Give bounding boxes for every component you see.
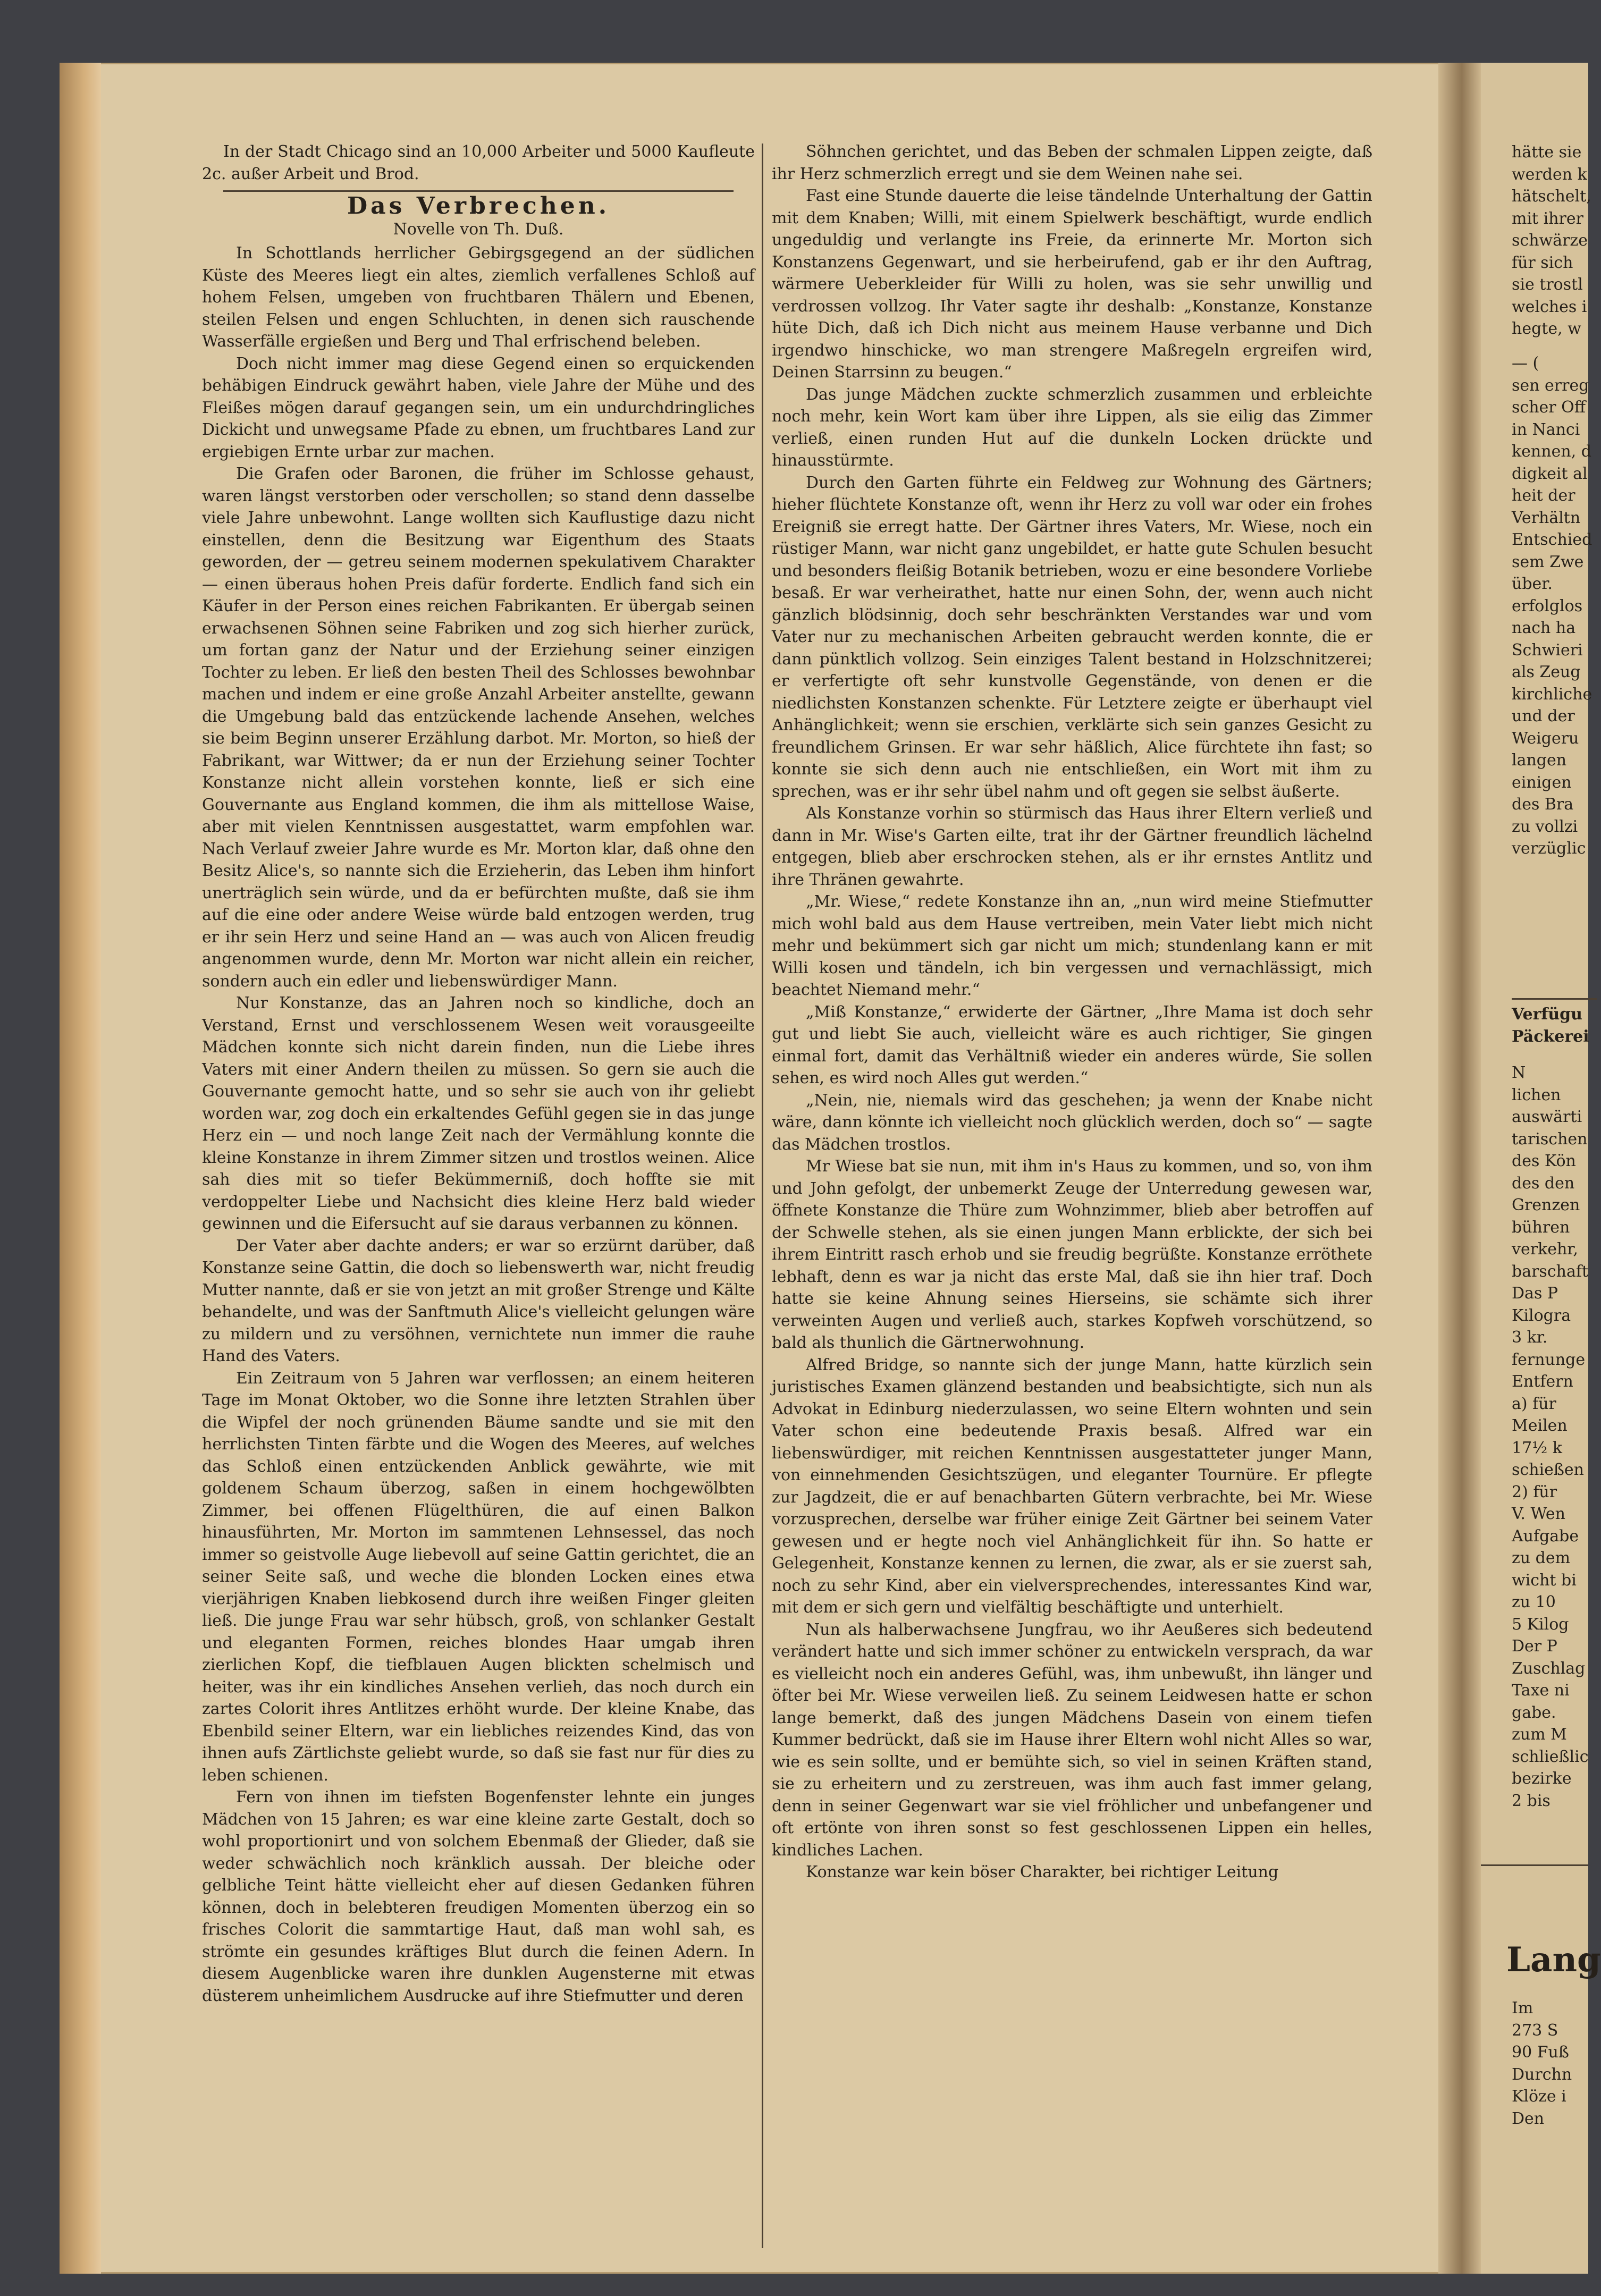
edge-text-line: des Kön <box>1512 1152 1576 1170</box>
edge-text-line: Weigeru <box>1512 729 1579 748</box>
column-divider <box>762 144 763 2248</box>
edge-text-line: erfolglos <box>1512 596 1583 615</box>
column-middle <box>772 141 1372 2256</box>
edge-text-line: und der <box>1512 707 1575 725</box>
edge-text-line: lichen <box>1512 1085 1561 1104</box>
edge-text-line: heit der <box>1512 486 1575 505</box>
edge-text-line: 273 S <box>1512 2021 1558 2040</box>
edge-block-low <box>1512 1062 1589 1812</box>
edge-text-line: Aufgabe <box>1512 1526 1579 1546</box>
edge-text-line: bezirke <box>1512 1769 1572 1788</box>
edge-text-line: sen erreg <box>1512 376 1589 395</box>
notice-rule <box>223 190 734 192</box>
paragraph: Alfred Bridge, so nannte sich der junge Mann, hatte kürzlich sein juristisches Examen glänzend bestanden und beabsichtigte, sich nun als Advokat in Edinburg niederzulassen, wo seine Eltern wohnten und sein Vater schon eine bedeutende Praxis besaß. Alfred war ein liebenswürdiger, mit reichen Kenntnissen ausgestatteter junger Mann, von einnehmenden Gesichtszügen, und eleganter Tournüre. Er pflegte zur Jagdzeit, die er auf benachbarten Gütern verbrachte, bei Mr. Wiese vorzusprechen, derselbe war früher einige Zeit Gärtner bei seinem Vater gewesen und er hegte noch viel Anhänglichkeit für ihn. So hatte er Gelegenheit, Konstanze kennen zu lernen, die zwar, als er sie zuerst sah, noch zu sehr Kind, aber ein vielversprechendes, interessantes Kind war, mit dem er sich gern und vielfältig beschäftigte und unterhielt. <box>772 1355 1372 1617</box>
edge-text-line: N <box>1512 1063 1526 1082</box>
edge-block-end <box>1512 1997 1572 2130</box>
edge-text-line: 17½ k <box>1512 1438 1562 1457</box>
edge-block-top <box>1512 141 1591 340</box>
edge-text-line: barschaft <box>1512 1262 1588 1281</box>
edge-text-line: langen <box>1512 751 1567 770</box>
edge-text-line: mit ihrer <box>1512 209 1583 228</box>
column-left-body <box>202 242 755 2007</box>
edge-text-line: 3 kr. <box>1512 1328 1548 1347</box>
edge-text-line: 2) für <box>1512 1482 1557 1501</box>
edge-text-line: Entfern <box>1512 1372 1573 1391</box>
edge-text-line: Der P <box>1512 1637 1557 1656</box>
edge-text-line: Im <box>1512 1999 1533 2018</box>
edge-text-line: verkehr, <box>1512 1240 1578 1259</box>
paragraph: Doch nicht immer mag diese Gegend einen so erquickenden behäbigen Eindruck gewährt haben, viele Jahre der Mühe und des Fleißes mögen darauf gegangen sein, um ein undurchdringliches Dickicht und unwegsame Pfade zu ebnen, um fruchtbares Land zur ergiebigen Ernte urbar zur machen. <box>202 354 755 461</box>
edge-block-heading <box>1512 1003 1589 1048</box>
page-gutter <box>1438 63 1481 2274</box>
edge-text-line: des den <box>1512 1174 1575 1193</box>
edge-text-line: zu dem <box>1512 1549 1571 1567</box>
paragraph: Fast eine Stunde dauerte die leise tändelnde Unterhaltung der Gattin mit dem Knaben; Willi, mit einem Spielwerk beschäftigt, wurde endlich ungeduldig und verlangte ins Freie, da erinnerte Mr. Morton sich Konstanzens Gegenwart, und sie herbeirufend, gab er ihr den Auftrag, wärmere Ueberkleider für Willi zu holen, was sie sehr unwillig und verdrossen vollzog. Ihr Vater sagte ihr deshalb: „Konstanze, Konstanze hüte Dich, daß ich Dich nicht aus meinem Hause verbanne und Dich irgendwo hinschicke, wo man strengere Maßregeln ergreifen wird, Deinen Starrsinn zu beugen.“ <box>772 187 1372 382</box>
edge-big-heading: Lang <box>1506 1940 1601 1980</box>
edge-text-line: Taxe ni <box>1512 1681 1570 1700</box>
paragraph: Konstanze war kein böser Charakter, bei richtiger Leitung <box>806 1863 1279 1881</box>
paragraph: Der Vater aber dachte anders; er war so erzürnt darüber, daß Konstanze seine Gattin, die doch so liebenswerth war, nicht freudig Mutter nannte, daß er sie von jetzt an mit großer Strenge und Kälte behandelte, und was der Sanftmuth Alice's vielleicht gelungen wäre zu mildern und zu versöhnen, vernichtete nun immer die rauhe Hand des Vaters. <box>202 1236 755 1365</box>
edge-text-line: einigen <box>1512 773 1572 792</box>
book-binding-edge <box>60 63 101 2274</box>
edge-text-line: Päckerei <box>1512 1027 1589 1046</box>
paragraph: Als Konstanze vorhin so stürmisch das Haus ihrer Eltern verließ und dann in Mr. Wise's Garten eilte, trat ihr der Gärtner freundlich lächelnd entgegen, blieb aber erschrocken stehen, als er ihr ernstes Antlitz und ihre Thränen gewahrte. <box>772 804 1372 889</box>
edge-text-line: werden k <box>1512 165 1587 184</box>
edge-heading-rule <box>1512 998 1597 1000</box>
edge-text-line: in Nanci <box>1512 420 1580 439</box>
edge-section-rule <box>1481 1864 1588 1866</box>
paragraph: Fern von ihnen im tiefsten Bogenfenster lehnte ein junges Mädchen von 15 Jahren; es war eine kleine zarte Gestalt, doch so wohl proportionirt und von solchem Ebenmaß der Glieder, daß sie weder schwächlich noch kränklich aussah. Der bleiche oder gelbliche Teint hätte vielleicht eher auf diesen Gedanken führen können, doch in belebteren freudigen Momenten überzog ein so frisches Colorit die sammtartige Haut, daß man wohl sah, es strömte ein gesundes kräftiges Blut durch die feinen Adern. In diesem Augenblicke waren ihre dunklen Augensterne mit etwas düsterem unheimlichem Ausdrucke auf ihre Stiefmutter und deren <box>202 1788 755 2005</box>
edge-text-line: V. Wen <box>1512 1505 1565 1523</box>
edge-text-line: schießen <box>1512 1461 1584 1479</box>
edge-text-line: Durchn <box>1512 2065 1572 2084</box>
paragraph: Ein Zeitraum von 5 Jahren war verflossen; an einem heiteren Tage im Monat Oktober, wo die Sonne ihre letzten Strahlen über die Wipfel der noch grünenden Bäume sandte und sie mit den herrlichsten Tinten färbte und die Wogen des Meeres, auf welches das Schloß einen entzückenden Anblick gewährte, wie mit goldenem Schaum überzog, saßen in einem hochgewölbten Zimmer, bei offenen Flügelthüren, die auf einen Balkon hinausführten, Mr. Morton im sammtenen Lehnsessel, das noch immer so geistvolle Auge liebevoll auf seine Gattin gerichtet, die an seiner Seite saß, und weche die blonden Locken eines etwa vierjährigen Knaben liebkosend durch ihre weißen Finger gleiten ließ. Die junge Frau war sehr hübsch, groß, von schlanker Gestalt und eleganten Formen, reiches blondes Haar umgab ihren zierlichen Kopf, die tiefblauen Augen blickten schelmisch und heiter, was ihr ein kindliches Ansehen verlieh, das noch durch ein zartes Colorit ihres Antlitzes erhöht wurde. Der kleine Knabe, das Ebenbild seiner Eltern, war ein liebliches reizendes Kind, das von ihnen aufs Zärtlichste geliebt wurde, so daß sie fast nur für dies zu leben schienen. <box>202 1369 755 1785</box>
edge-text-line: gabe. <box>1512 1703 1556 1722</box>
edge-text-line: 2 bis <box>1512 1791 1551 1810</box>
story-title: Das Verbrechen. <box>347 192 610 220</box>
paragraph: Durch den Garten führte ein Feldweg zur Wohnung des Gärtners; hieher flüchtete Konstanze oft, wenn ihr Herz zu voll war oder ein frohes Ereigniß sie erregt hatte. Der Gärtner ihres Vaters, Mr. Wiese, noch ein rüstiger Mann, war nicht ganz ungebildet, er hatte gute Schulen besucht und besonders fleißig Botanik betrieben, wozu er eine besondere Vorliebe besaß. Er war verheirathet, hatte nur einen Sohn, der, wenn auch nicht gänzlich blödsinnig, doch sehr beschränkten Verstandes war und vom Vater nur zu mechanischen Arbeiten gebraucht werden konnte, die er dann pünktlich vollzog. Sein einziges Talent bestand in Holzschnitzerei; er verfertigte oft sehr kunstvolle Gegenstände, von denen er die niedlichsten Konstanzen schenkte. Für Letztere zeigte er überhaupt viel Anhänglichkeit; wenn sie erschien, verklärte sich sein ganzes Gesicht zu freundlichem Grinsen. Er war sehr häßlich, Alice fürchtete ihn fast; so konnte sie sich denn auch nie entschließen, ein Wort mit ihm zu sprechen, was er ihr sehr übel nahm und oft gegen sie selbst äußerte. <box>772 473 1372 801</box>
edge-text-line: digkeit al <box>1512 464 1588 483</box>
edge-block-mid <box>1512 352 1592 860</box>
edge-text-line: bühren <box>1512 1218 1570 1237</box>
paragraph: „Miß Konstanze,“ erwiderte der Gärtner, „Ihre Mama ist doch sehr gut und liebt Sie auch, vielleicht wäre es auch richtiger, Sie gingen einmal fort, damit das Verhältniß wieder ein anderes würde, Sie sollen sehen, es wird noch Alles gut werden.“ <box>772 1002 1372 1087</box>
notice-text: In der Stadt Chicago sind an 10,000 Arbeiter und 5000 Kaufleute 2c. außer Arbeit und Brod. <box>202 142 755 183</box>
edge-text-line: Schwieri <box>1512 640 1583 660</box>
edge-text-line: a) für <box>1512 1394 1556 1413</box>
edge-text-line: welches i <box>1512 297 1587 316</box>
edge-text-line: für sich <box>1512 253 1573 272</box>
edge-text-line: nach ha <box>1512 619 1576 637</box>
adjacent-page-edge <box>1481 63 1601 2274</box>
edge-text-line: hätte sie <box>1512 143 1582 162</box>
edge-text-line: scher Off <box>1512 398 1586 417</box>
edge-text-line: Zuschlag <box>1512 1659 1586 1678</box>
edge-text-line: Klöze i <box>1512 2087 1566 2106</box>
edge-text-line: Entschied <box>1512 530 1592 549</box>
edge-text-line: schließlic <box>1512 1747 1589 1766</box>
edge-text-line: sie trostl <box>1512 275 1583 294</box>
edge-text-line: 5 Kilog <box>1512 1615 1569 1634</box>
edge-text-line: über. <box>1512 575 1553 593</box>
edge-text-line: Verhältn <box>1512 508 1581 527</box>
edge-text-line: hegte, w <box>1512 319 1581 338</box>
paragraph: „Mr. Wiese,“ redete Konstanze ihn an, „nun wird meine Stiefmutter mich wohl bald aus dem Hause vertreiben, mein Vater liebt mich nicht mehr und bekümmert sich gar nicht um mich; stundenlang kann er mit Willi kosen und tändeln, ich bin vergessen und vernachlässigt, mich beachtet Niemand mehr.“ <box>772 892 1372 999</box>
edge-text-line: — ( <box>1512 354 1539 373</box>
paragraph: Mr Wiese bat sie nun, mit ihm in's Haus zu kommen, und so, von ihm und John gefolgt, der unbemerkt Zeuge der Unterredung gewesen war, öffnete Konstanze die Thüre zum Wohnzimmer, blieb aber betroffen auf der Schwelle stehen, als sie einen jungen Mann erblickte, der sich bei ihrem Eintritt rasch erhob und sie freudig begrüßte. Konstanze erröthete lebhaft, denn es war ja nicht das erste Mal, daß sie ihn hier traf. Doch hatte sie keine Ahnung seines Hierseins, sie schämte sich ihrer verweinten Augen und verließ auch, starkes Kopfweh vorschützend, so bald als thunlich die Gärtnerwohnung. <box>772 1157 1372 1352</box>
edge-text-line: kirchliche <box>1512 685 1592 704</box>
edge-text-line: verzüglic <box>1512 839 1586 858</box>
edge-text-line: hätschelt, <box>1512 187 1591 206</box>
paragraph: Die Grafen oder Baronen, die früher im Schlosse gehaust, waren längst verstorben oder verschollen; so stand denn dasselbe viele Jahre unbewohnt. Lange wollten sich Kauflustige dazu nicht einstellen, denn die Besitzung war Eigenthum des Staats geworden, der — getreu seinem modernen spekulativem Charakter — einen überaus hohen Preis dafür forderte. Endlich fand sich ein Käufer in der Person eines reichen Fabrikanten. Er übergab seinen erwachsenen Söhnen seine Fabriken und zog sich hierher zurück, um fortan ganz der Natur und der Erziehung seiner einzigen Tochter zu leben. Er ließ den besten Theil des Schlosses bewohnbar machen und indem er eine große Anzahl Arbeiter anstellte, gewann die Umgebung bald das entzückende lachende Ansehen, welches sie beim Beginn unserer Erzählung darbot. Mr. Morton, so hieß der Fabrikant, war Wittwer; da er nun der Erziehung seiner Tochter Konstanze nicht allein vorstehen konnte, ließ er sich eine Gouvernante aus England kommen, die ihm als mittellose Waise, aber mit vielen Kenntnissen ausgestattet, warm empfohlen war. Nach Verlauf zweier Jahre wurde es Mr. Morton klar, daß ohne den Besitz Alice's, so nannte sich die Erzieherin, das Leben ihm hinfort unerträglich sein würde, und da er befürchten mußte, daß sie ihm auf die eine oder andere Weise würde bald entzogen werden, trug er ihr sein Herz und seine Hand an — was auch von Alicen freudig angenommen wurde, denn Mr. Morton war nicht allein ein reicher, sondern auch ein edler und liebenswürdiger Mann. <box>202 465 755 991</box>
paragraph: Nur Konstanze, das an Jahren noch so kindliche, doch an Verstand, Ernst und verschlossenem Wesen weit vorausgeeilte Mädchen konnte sich nicht darein finden, nun die Liebe ihres Vaters mit einer Andern theilen zu müssen. So gern sie auch die Gouvernante gemocht hatte, und so sehr sie auch von ihr geliebt worden war, zog doch ein erkaltendes Gefühl gegen sie in das junge Herz ein — und noch lange Zeit nach der Vermählung konnte die kleine Konstanze in ihrem Zimmer sitzen und trostlos weinen. Alice sah dies mit so tiefer Bekümmerniß, doch hoffte sie mit verdoppelter Liebe und Nachsicht dies kleine Herz bald wieder gewinnen und die Eifersucht auf sie daraus verbannen zu können. <box>202 994 755 1233</box>
edge-text-line: auswärti <box>1512 1108 1582 1126</box>
edge-text-line: tarischen <box>1512 1129 1588 1149</box>
story-byline: Novelle von Th. Duß. <box>393 220 564 239</box>
paragraph: „Nein, nie, niemals wird das geschehen; ja wenn der Knabe nicht wäre, dann könnte ich vielleicht noch glücklich werden, doch so“ — sagte das Mädchen trostlos. <box>772 1091 1372 1154</box>
edge-text-line: 90 Fuß <box>1512 2043 1569 2062</box>
paragraph: Söhnchen gerichtet, und das Beben der schmalen Lippen zeigte, daß ihr Herz schmerzlich erregt und sie dem Weinen nahe sei. <box>772 142 1372 183</box>
edge-text-line: als Zeug <box>1512 663 1581 681</box>
edge-text-line: Meilen <box>1512 1416 1568 1435</box>
edge-text-line: wicht bi <box>1512 1571 1577 1590</box>
edge-text-line: Verfügu <box>1512 1005 1582 1024</box>
edge-text-line: zum M <box>1512 1725 1567 1744</box>
edge-text-line: Grenzen <box>1512 1196 1580 1214</box>
edge-text-line: zu 10 <box>1512 1593 1556 1611</box>
edge-text-line: des Bra <box>1512 795 1574 814</box>
paragraph: Nun als halberwachsene Jungfrau, wo ihr Aeußeres sich bedeutend verändert hatte und sich immer schöner zu entwickeln versprach, da war es vielleicht noch ein anderes Gefühl, was, ihm unbewußt, ihn länger und öfter bei Mr. Wiese verweilen ließ. Zu seinem Leidwesen hatte er schon lange bemerkt, daß des jungen Mädchens Dasein von einem tiefen Kummer bedrückt, daß sie im Hause ihrer Eltern wohl nicht Alles so war, wie es sein sollte, und er bemühte sich, so viel in seinen Kräften stand, sie zu erheitern und zu zerstreuen, was ihm auch fast immer gelang, denn in seiner Gegenwart war sie viel fröhlicher und unbefangener und oft ertönte von ihren sonst so fest geschlossenen Lippen ein helles, kindliches Lachen. <box>772 1620 1372 1860</box>
edge-text-line: Kilogra <box>1512 1306 1571 1325</box>
edge-text-line: Das P <box>1512 1284 1558 1303</box>
edge-text-line: sem Zwe <box>1512 552 1584 571</box>
edge-text-line: fernunge <box>1512 1350 1586 1369</box>
edge-text-line: Den <box>1512 2109 1545 2128</box>
paragraph: In Schottlands herrlicher Gebirgsgegend an der südlichen Küste des Meeres liegt ein altes, ziemlich verfallenes Schloß auf hohem Felsen, umgeben von fruchtbaren Thälern und Ebenen, steilen Felsen und engen Schluchten, in denen sich rauschende Wasserfälle ergießen und Berg und Thal erfrischend beleben. <box>202 244 755 351</box>
edge-text-line: zu vollzi <box>1512 817 1578 836</box>
column-left <box>202 141 755 2256</box>
column-middle-body <box>772 141 1372 1884</box>
edge-text-line: kennen, d <box>1512 442 1591 461</box>
edge-text-line: schwärze <box>1512 231 1588 250</box>
paragraph: Das junge Mädchen zuckte schmerzlich zusammen und erbleichte noch mehr, kein Wort kam über ihre Lippen, als sie eilig das Zimmer verließ, einen runden Hut auf die dunkeln Locken drückte und hinausstürmte. <box>772 385 1372 470</box>
